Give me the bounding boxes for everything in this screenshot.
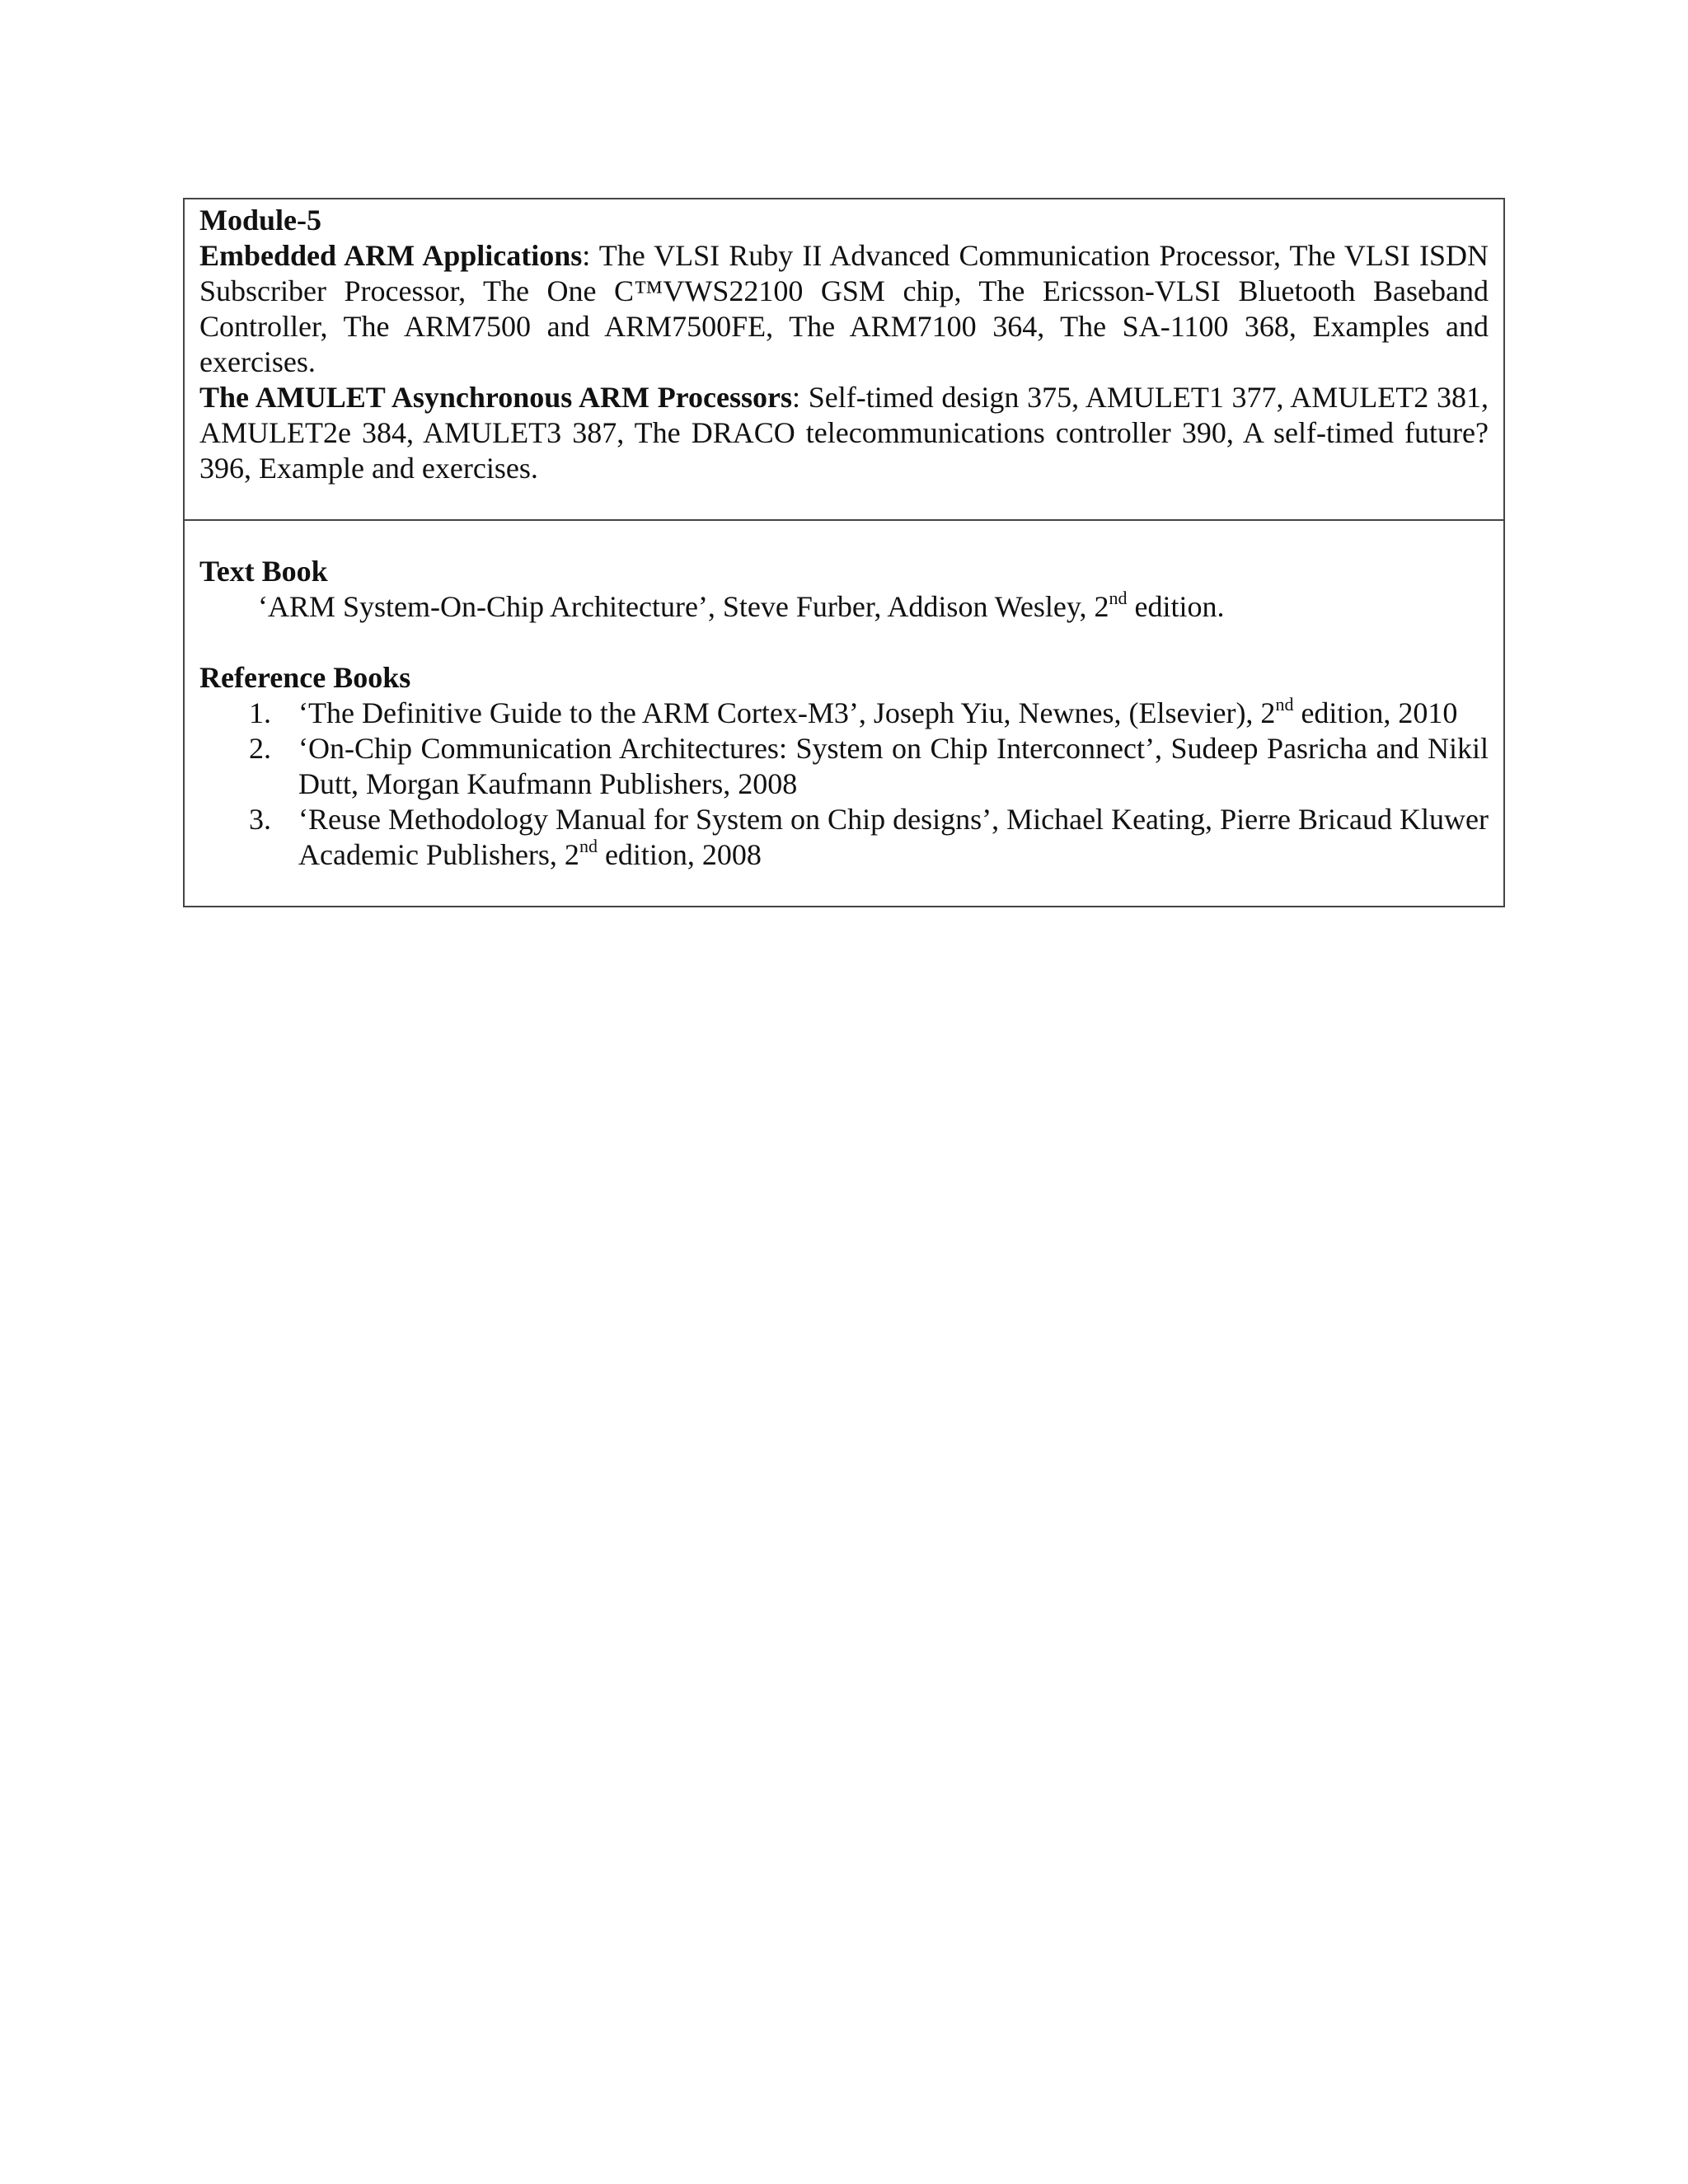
module-section [185,199,1503,521]
reference-book-number: 3. [249,803,271,836]
module-paragraph-embedded-arm [199,238,1489,380]
reference-book-item [199,731,1489,802]
text-book-entry-sup: nd [1109,588,1128,608]
embedded-arm-heading: Embedded ARM Applications [199,239,583,272]
amulet-body: : Self-timed design 375, AMULET1 377, AMULET2 381, AMULET2e 384, AMULET3 387, The DRACO telecommunications controller 390, A self-timed future? 396, Example and exercises. [199,381,1489,485]
section-gap [199,625,1489,660]
reference-book-main: ‘Reuse Methodology Manual for System on Chip designs’, Michael Keating, Pierre Bricaud Kluwer Academic Publishers, 2 [298,803,1489,871]
module-paragraph-amulet [199,380,1489,486]
reference-book-main: ‘On-Chip Communication Architectures: System on Chip Interconnect’, Sudeep Pasricha and Nikil Dutt, Morgan Kaufmann Publishers, 2008 [298,732,1489,800]
reference-book-tail: edition, 2008 [597,838,762,871]
reference-book-item [199,696,1489,731]
text-book-entry [199,589,1489,625]
syllabus-box [183,198,1505,907]
reference-book-main: ‘The Definitive Guide to the ARM Cortex-M3’, Joseph Yiu, Newnes, (Elsevier), 2 [298,696,1276,729]
reference-book-sup: nd [1275,694,1294,715]
text-book-heading: Text Book [199,555,328,588]
reference-book-number: 1. [249,696,271,729]
reference-books-list [199,696,1489,873]
text-book-entry-main: ‘ARM System-On-Chip Architecture’, Steve Furber, Addison Wesley, 2 [258,590,1109,623]
reference-book-number: 2. [249,732,271,765]
books-section [185,521,1503,906]
reference-book-tail: edition, 2010 [1293,696,1458,729]
amulet-heading: The AMULET Asynchronous ARM Processors [199,381,792,414]
reference-book-sup: nd [579,836,598,856]
reference-book-item [199,802,1489,873]
text-book-entry-tail: edition. [1127,590,1225,623]
module-title: Module-5 [199,204,321,237]
reference-books-heading: Reference Books [199,661,411,694]
embedded-arm-body: : The VLSI Ruby II Advanced Communication Processor, The VLSI ISDN Subscriber Processor, The One C™VWS22100 GSM chip, The Ericsson-VLSI Bluetooth Baseband Controller, The ARM7500 and ARM7500FE, The ARM7100 364, The SA-1100 368, Examples and exercises. [199,239,1489,378]
